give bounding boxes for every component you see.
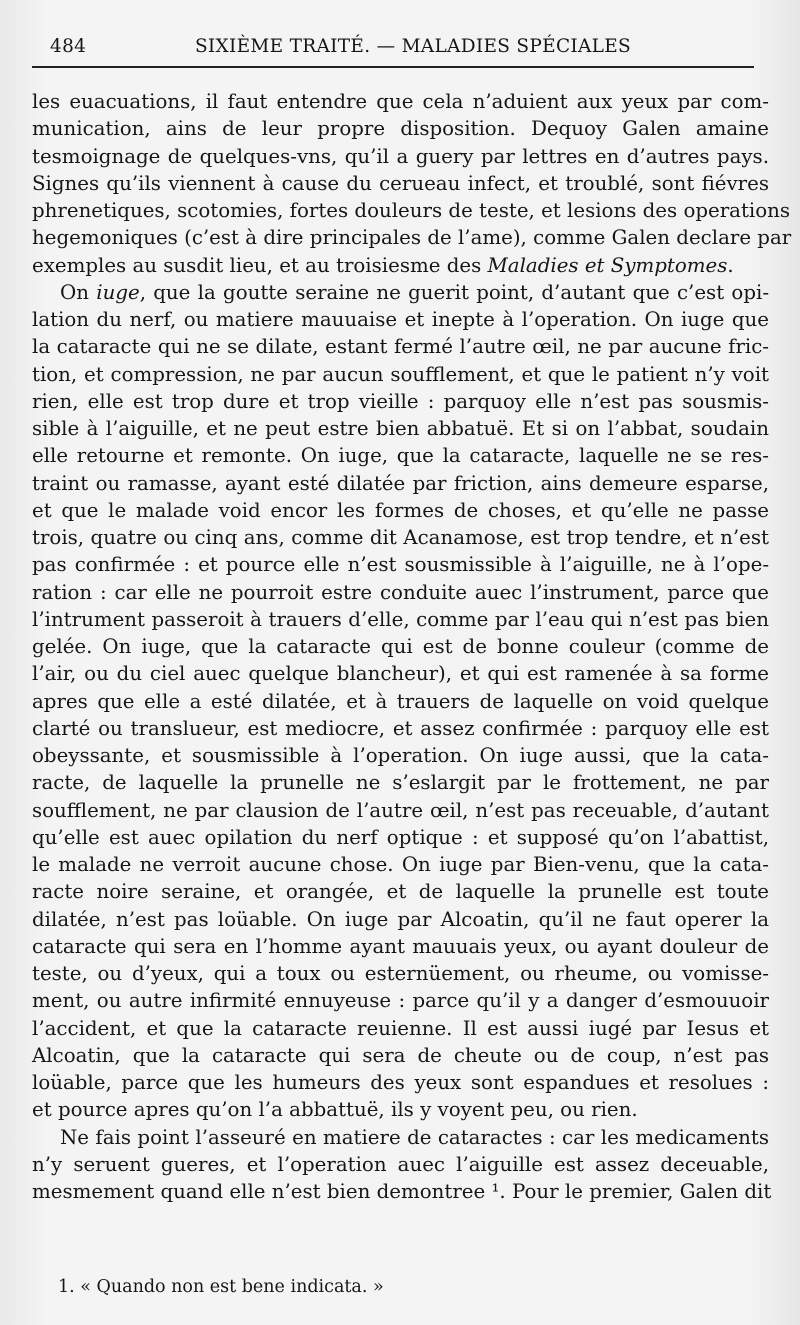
text-line: racte, de laquelle la prunelle ne s’eslargit par le frottement, ne par: [32, 771, 769, 795]
footnote: 1. « Quando non est bene indicata. »: [58, 1277, 384, 1297]
text-line: racte noire seraine, et orangée, et de laquelle la prunelle est toute: [32, 880, 769, 904]
text-line: teste, ou d’yeux, qui a toux ou esternüement, ou rheume, ou vomisse-: [32, 962, 769, 985]
text-line: l’accident, et que la cataracte reuienne. Il est aussi iugé par Iesus et: [32, 1016, 769, 1040]
text-line: lation du nerf, ou matiere mauuaise et inepte à l’operation. On iuge que: [32, 308, 769, 331]
text-line: loüable, parce que les humeurs des yeux sont espandues et resolues :: [32, 1071, 769, 1094]
text-line: exemples au susdit lieu, et au troisiesme des Maladies et Symptomes.: [32, 253, 734, 277]
text-line: dilatée, n’est pas loüable. On iuge par Alcoatin, qu’il ne faut operer la: [32, 907, 769, 931]
text-line: elle retourne et remonte. On iuge, que la cataracte, laquelle ne se res-: [32, 444, 769, 468]
text-line: le malade ne verroit aucune chose. On iuge par Bien-venu, que la cata-: [32, 853, 769, 876]
header-rule: [32, 66, 754, 68]
text-line: ment, ou autre infirmité ennuyeuse : parce qu’il y a danger d’esmouuoir: [32, 989, 769, 1013]
text-line: apres que elle a esté dilatée, et à trauers de laquelle on void quelque: [32, 689, 769, 713]
text-line: cataracte qui sera en l’homme ayant mauuais yeux, ou ayant douleur de: [32, 934, 769, 958]
text-line: les euacuations, il faut entendre que cela n’aduient aux yeux par com-: [32, 90, 769, 113]
text-line: pas confirmée : et pource elle n’est sousmissible à l’aiguille, ne à l’ope-: [32, 553, 769, 577]
text-line: traint ou ramasse, ayant esté dilatée par friction, ains demeure esparse,: [32, 471, 769, 495]
text-line: tesmoignage de quelques-vns, qu’il a guery par lettres en d’autres pays.: [32, 144, 769, 168]
text-line: phrenetiques, scotomies, fortes douleurs de teste, et lesions des operations: [32, 199, 791, 222]
text-line: gelée. On iuge, que la cataracte qui est de bonne couleur (comme de: [32, 635, 769, 658]
running-title: SIXIÈME TRAITÉ. — MALADIES SPÉCIALES: [194, 36, 632, 57]
text-line: On iuge, que la goutte seraine ne guerit point, d’autant que c’est opi-: [60, 280, 769, 304]
text-line: l’air, ou du ciel auec quelque blancheur), et qui est ramenée à sa forme: [32, 662, 769, 686]
text-line: n’y seruent gueres, et l’operation auec l’aiguille est assez deceuable,: [32, 1152, 769, 1176]
text-line: et que le malade void encor les formes de choses, et qu’elle ne passe: [32, 498, 769, 522]
text-line: mesmement quand elle n’est bien demontree ¹. Pour le premier, Galen dit: [32, 1180, 772, 1203]
text-line: Alcoatin, que la cataracte qui sera de cheute ou de coup, n’est pas: [32, 1043, 769, 1067]
page-body: [32, 88, 792, 1205]
text-line: rien, elle est trop dure et trop vieille : parquoy elle n’est pas sousmis-: [32, 389, 769, 413]
page-header: [32, 30, 754, 62]
text-line: Signes qu’ils viennent à cause du cerueau infect, et troublé, sont fiévres: [32, 171, 769, 195]
text-line: ration : car elle ne pourroit estre conduite auec l’instrument, parce que: [32, 580, 769, 604]
text-line: trois, quatre ou cinq ans, comme dit Acanamose, est trop tendre, et n’est: [32, 526, 769, 549]
text-line: sible à l’aiguille, et ne peut estre bien abbatuë. Et si on l’abbat, soudain: [32, 417, 769, 440]
text-line: tion, et compression, ne par aucun soufflement, et que le patient n’y voit: [32, 362, 769, 386]
page-number: 484: [50, 36, 87, 57]
text-line: l’intrument passeroit à trauers d’elle, comme par l’eau qui n’est pas bien: [32, 607, 769, 631]
text-line: la cataracte qui ne se dilate, estant fermé l’autre œil, ne par aucune fric-: [32, 335, 769, 359]
text-line: clarté ou translueur, est mediocre, et assez confirmée : parquoy elle est: [32, 716, 769, 740]
text-line: munication, ains de leur propre disposition. Dequoy Galen amaine: [32, 117, 769, 141]
text-line: qu’elle est auec opilation du nerf optique : et supposé qu’on l’abattist,: [32, 825, 769, 849]
text-line: et pource apres qu’on l’a abbattuë, ils y voyent peu, ou rien.: [32, 1098, 638, 1122]
text-line: soufflement, ne par clausion de l’autre œil, n’est pas receuable, d’autant: [32, 798, 769, 822]
text-line: obeyssante, et sousmissible à l’operation. On iuge aussi, que la cata-: [32, 744, 769, 767]
text-line: Ne fais point l’asseuré en matiere de cataractes : car les medicaments: [60, 1125, 769, 1149]
text-line: hegemoniques (c’est à dire principales de l’ame), comme Galen declare par: [32, 226, 792, 250]
